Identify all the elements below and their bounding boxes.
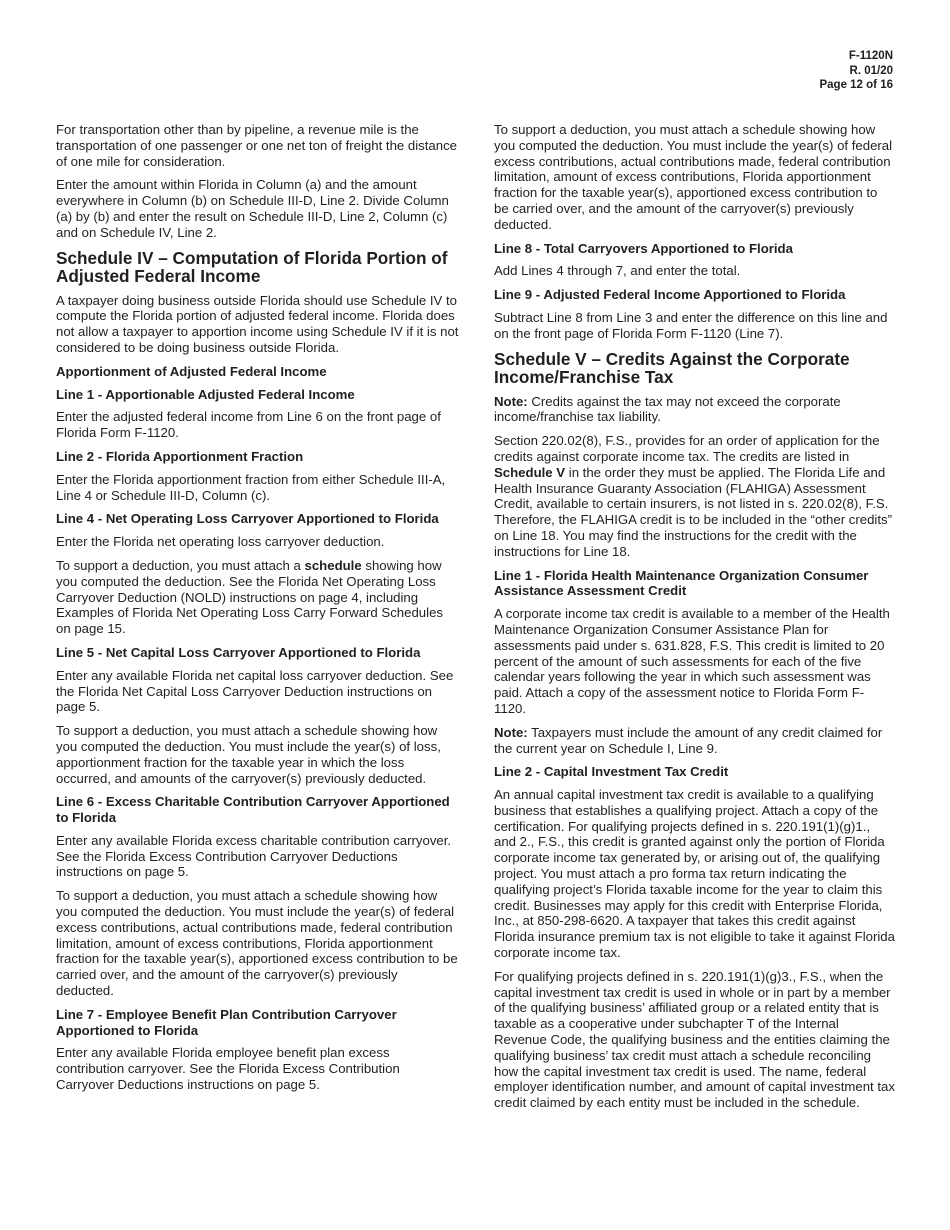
text-run: To support a deduction, you must attach a [56, 557, 305, 573]
paragraph: Enter any available Florida employee benefit plan excess contribution carryover. See the Florida Excess Contribution Carryover Deductions instructions on page 5. [56, 1045, 400, 1093]
text-run: Credits against the tax may not exceed the corporate income/franchise tax liability. [494, 393, 841, 425]
line-heading: Line 1 - Florida Health Maintenance Organization Consumer Assistance Assessment Credit [494, 567, 869, 599]
form-number: F-1120N [848, 50, 893, 62]
note-paragraph [494, 725, 895, 757]
note-label: Note: [494, 724, 528, 740]
section-heading: Apportionment of Adjusted Federal Income [56, 363, 327, 379]
note-label: Note: [494, 393, 528, 409]
paragraph: Enter the adjusted federal income from Line 6 on the front page of Florida Form F-1120. [56, 409, 441, 441]
line-heading: Line 2 - Florida Apportionment Fraction [56, 448, 304, 464]
paragraph: Enter the Florida apportionment fraction from either Schedule III-A, Line 4 or Schedule III-D, Column (c). [56, 471, 446, 503]
line-heading: Line 6 - Excess Charitable Contribution Carryover Apportioned to Florida [56, 794, 450, 826]
left-column [56, 122, 459, 1101]
schedule-v-title: Schedule V – Credits Against the Corporate Income/Franchise Tax [494, 348, 850, 388]
paragraph: For transportation other than by pipeline, a revenue mile is the transportation of one passenger or one net ton of freight the distance of one mile for consideration. [56, 122, 458, 169]
paragraph: Subtract Line 8 from Line 3 and enter the difference on this line and on the front page of Florida Form F-1120 (Line 7). [494, 309, 888, 341]
line-heading: Line 5 - Net Capital Loss Carryover Apportioned to Florida [56, 644, 421, 660]
paragraph [56, 558, 459, 637]
paragraph: A taxpayer doing business outside Florida should use Schedule IV to compute the Florida portion of adjusted federal income. Florida does not allow a taxpayer to apportion income using Schedule IV if it is not considered to be doing business outside Florida. [56, 292, 459, 355]
paragraph: Add Lines 4 through 7, and enter the total. [494, 263, 741, 279]
paragraph: Enter any available Florida excess charitable contribution carryover. See the Florida Excess Contribution Carryover Deductions instructions on page 5. [56, 832, 452, 880]
bold-text: Schedule V [494, 464, 566, 480]
text-run: Taxpayers must include the amount of any credit claimed for the current year on Schedule I, Line 9. [494, 724, 883, 756]
paragraph: To support a deduction, you must attach a schedule showing how you computed the deduction. You must include the year(s) of federal excess contributions, actual contributions made, federal contribution limitation, amount of excess contributions, Florida apportionment fraction for the taxable year(s), apportioned excess contribution to be carried over, and the amount of the carryover(s) previously deducted. [494, 122, 893, 232]
paragraph: Enter any available Florida net capital loss carryover deduction. See the Florida Net Capital Loss Carryover Deduction instructions on page 5. [56, 667, 454, 715]
paragraph: A corporate income tax credit is available to a member of the Health Maintenance Organization Consumer Assistance Plan for assessments paid under s. 631.828, F.S. This credit is limited to 20 percent of the amount of such assessments for each of the five calendar years following the year in which such assessment was paid. Attach a copy of the assessment notice to Florida Form F-1120. [494, 606, 890, 716]
line-heading: Line 4 - Net Operating Loss Carryover Apportioned to Florida [56, 511, 439, 527]
bold-text: schedule [304, 557, 362, 573]
line-heading: Line 1 - Apportionable Adjusted Federal Income [56, 386, 355, 402]
text-run: showing how you computed the deduction. See the Florida Net Operating Loss Carryover Deduction (NOLD) instructions on page 4, including Examples of Florida Net Operating Loss Carry Forward Schedules on page 15. [56, 557, 443, 637]
note-paragraph [494, 394, 895, 426]
form-revision: R. 01/20 [849, 64, 893, 77]
paragraph: For qualifying projects defined in s. 220.191(1)(g)3., F.S., when the capital investment tax credit is used in whole or in part by a member of the qualifying business’ affiliated group or a related entity that is taxable as a cooperative under subchapter T of the Internal Revenue Code, the qualifying business and the entities claiming the qualifying business’ tax credit must attach a schedule reconciling how the capital investment tax credit is used. The name, federal employer identification number, and amount of capital investment tax credit claimed by each entity must be included in the schedule. [494, 968, 895, 1111]
line-heading: Line 8 - Total Carryovers Apportioned to Florida [494, 240, 793, 256]
right-column [494, 122, 895, 1119]
line-heading: Line 2 - Capital Investment Tax Credit [494, 764, 729, 780]
paragraph: Enter the Florida net operating loss carryover deduction. [56, 534, 385, 550]
text-run: Section 220.02(8), F.S., provides for an order of application for the credits against corporate income tax. The credits are listed in [494, 433, 880, 464]
paragraph: Enter the amount within Florida in Column (a) and the amount everywhere in Column (b) on Schedule III-D, Line 2. Divide Column (a) by (b) and enter the result on Schedule III-D, Line 2, Column (c) and on Schedule IV, Line 2. [56, 177, 449, 240]
page-header [819, 49, 893, 93]
paragraph [494, 433, 895, 559]
paragraph: To support a deduction, you must attach a schedule showing how you computed the deduction. You must include the year(s) of federal excess contributions, actual contributions made, federal contribution limitation, amount of excess contributions, Florida apportionment fraction for the taxable year(s), apportioned excess contribution to be carried over, and the amount of the carryover(s) previously deducted. [56, 888, 458, 999]
paragraph: An annual capital investment tax credit is available to a qualifying business that establishes a qualifying project. Attach a copy of the certification. For qualifying projects defined in s. 220.191(1)(g)1., and 2., F.S., this credit is granted against only the portion of Florida corporate income tax generated by, or arising out of, the qualifying project. You must attach a pro forma tax return indicating the qualifying project’s Florida taxable income for the year to claim this credit. Businesses may apply for this credit with Enterprise Florida, Inc., at 850-298-6620. A taxpayer that takes this credit against Florida insurance premium tax is not eligible to take it against Florida corporate income tax. [494, 787, 895, 961]
line-heading: Line 7 - Employee Benefit Plan Contribution Carryover Apportioned to Florida [56, 1006, 397, 1038]
page-number: Page 12 of 16 [819, 79, 893, 91]
text-run: in the order they must be applied. The Florida Life and Health Insurance Guaranty Association (FLAHIGA) Assessment Credit, available to certain insurers, is not listed in s. 220.02(8), F.S. Therefore, the FLAHIGA credit is to be included in the “other credits” on Line 18. You may find the instructions for the credit with the instructions for Line 18. [494, 464, 893, 559]
schedule-iv-title: Schedule IV – Computation of Florida Portion of Adjusted Federal Income [56, 247, 448, 287]
line-heading: Line 9 - Adjusted Federal Income Apportioned to Florida [494, 287, 846, 303]
paragraph: To support a deduction, you must attach a schedule showing how you computed the deduction. You must include the year(s) of loss, apportionment fraction for the taxable year in which the loss occurred, and amounts of the carryover(s) previously deducted. [56, 723, 441, 786]
